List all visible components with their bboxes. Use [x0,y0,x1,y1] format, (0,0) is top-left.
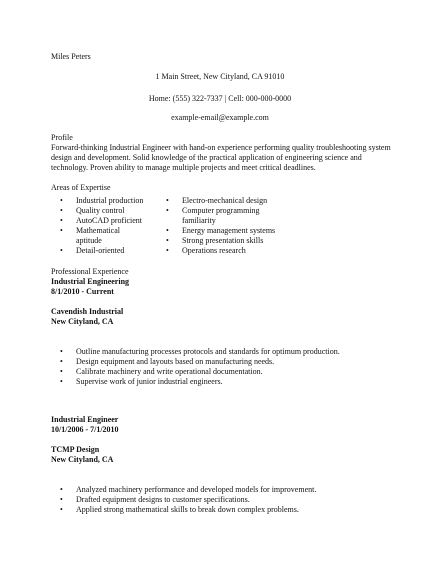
bullet-icon: • [60,196,63,205]
bullet-icon: • [166,196,169,205]
bullet-icon: • [60,246,63,255]
job-duties-list [51,347,391,387]
list-item: • Strong presentation skills [166,236,264,245]
bullet-icon: • [60,367,63,376]
bullet-icon: • [60,377,63,386]
list-item: • Design equipment and layouts based on manufacturing needs. [60,357,275,366]
job-company: Cavendish Industrial [51,307,124,316]
bullet-icon: • [166,226,169,235]
experience-heading: Professional Experience [51,267,129,276]
street-address: 1 Main Street, New Cityland, CA 91010 [155,72,285,81]
list-item: • Detail-oriented [60,246,125,255]
bullet-icon: • [60,357,63,366]
list-item: • Electro-mechanical design [166,196,268,205]
list-item: • Analyzed machinery performance and developed models for improvement. [60,485,317,494]
job-company: TCMP Design [51,445,100,454]
list-item: • Calibrate machinery and write operational documentation. [60,367,263,376]
profile-heading: Profile [51,133,73,142]
list-item: • Outline manufacturing processes protocols and standards for optimum production. [60,347,340,356]
bullet-icon: • [60,226,63,235]
list-item: • Energy management systems [166,226,276,235]
list-item: • Applied strong mathematical skills to break down complex problems. [60,505,299,514]
bullet-icon: • [166,246,169,255]
bullet-icon: • [60,347,63,356]
list-item: • Drafted equipment designs to customer specifications. [60,495,250,504]
list-item: • Computer programming familiarity [166,206,260,225]
bullet-icon: • [60,485,63,494]
list-item: • Industrial production [60,196,144,205]
list-item: • Operations research [166,246,246,255]
phone-numbers: Home: (555) 322-7337 | Cell: 000-000-0000 [148,94,292,103]
job-dates: 10/1/2006 - 7/1/2010 [51,425,119,434]
bullet-icon: • [60,505,63,514]
job-location: New Cityland, CA [51,317,114,326]
list-item: • Supervise work of junior industrial engineers. [60,377,223,386]
expertise-heading: Areas of Expertise [51,183,111,192]
job-duties-list [51,485,391,515]
list-item: • Mathematical aptitude [60,226,120,245]
bullet-icon: • [60,206,63,215]
bullet-icon: • [166,236,169,245]
list-item: • AutoCAD proficient [60,216,142,225]
expertise-list-left [51,196,171,256]
job-dates: 8/1/2010 - Current [51,287,114,296]
job-title: Industrial Engineer [51,415,119,424]
job-title: Industrial Engineering [51,277,130,286]
job-location: New Cityland, CA [51,455,114,464]
list-item: • Quality control [60,206,125,215]
candidate-name: Miles Peters [51,52,91,61]
bullet-icon: • [60,495,63,504]
bullet-icon: • [166,206,169,215]
bullet-icon: • [60,216,63,225]
expertise-list-right [157,196,297,256]
profile-summary: Forward-thinking Industrial Engineer with hand-on experience performing quality troubleshooting system design and development. Solid knowledge of the practical application of engineering science and technology. Proven ability to manage multiple projects and meet critical deadlines. [51,143,391,172]
email-address: example-email@example.com [171,113,269,122]
